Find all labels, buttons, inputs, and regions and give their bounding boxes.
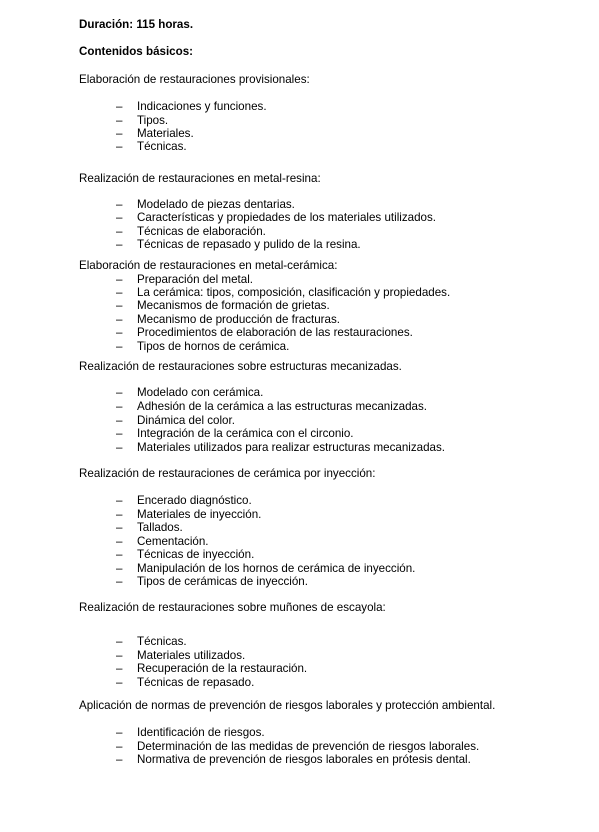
dash-bullet: – xyxy=(116,441,123,454)
dash-bullet: – xyxy=(116,238,123,251)
section-title: Realización de restauraciones de cerámica por inyección: xyxy=(79,467,376,480)
list-item: Tipos. xyxy=(137,114,169,127)
list-item: Dinámica del color. xyxy=(137,414,235,427)
dash-bullet: – xyxy=(116,386,123,399)
dash-bullet: – xyxy=(116,508,123,521)
list-item: Recuperación de la restauración. xyxy=(137,662,308,675)
dash-bullet: – xyxy=(116,198,123,211)
dash-bullet: – xyxy=(116,562,123,575)
list-item: Tipos de cerámicas de inyección. xyxy=(137,575,308,588)
list-item: Preparación del metal. xyxy=(137,273,253,286)
dash-bullet: – xyxy=(116,676,123,689)
dash-bullet: – xyxy=(116,225,123,238)
dash-bullet: – xyxy=(116,521,123,534)
list-item: Modelado con cerámica. xyxy=(137,386,264,399)
dash-bullet: – xyxy=(116,286,123,299)
dash-bullet: – xyxy=(116,340,123,353)
dash-bullet: – xyxy=(116,726,123,739)
dash-bullet: – xyxy=(116,326,123,339)
dash-bullet: – xyxy=(116,548,123,561)
dash-bullet: – xyxy=(116,140,123,153)
list-item: Integración de la cerámica con el circonio. xyxy=(137,427,354,440)
section-title: Aplicación de normas de prevención de riesgos laborales y protección ambiental. xyxy=(79,699,496,712)
dash-bullet: – xyxy=(116,494,123,507)
list-item: Cementación. xyxy=(137,535,209,548)
dash-bullet: – xyxy=(116,299,123,312)
list-item: Técnicas de repasado y pulido de la resina. xyxy=(137,238,361,251)
list-item: Materiales de inyección. xyxy=(137,508,262,521)
dash-bullet: – xyxy=(116,313,123,326)
list-item: Identificación de riesgos. xyxy=(137,726,265,739)
list-item: Procedimientos de elaboración de las restauraciones. xyxy=(137,326,413,339)
contents-title: Contenidos básicos: xyxy=(79,45,194,58)
dash-bullet: – xyxy=(116,753,123,766)
section-title: Realización de restauraciones sobre estructuras mecanizadas. xyxy=(79,360,402,373)
list-item: Técnicas. xyxy=(137,140,187,153)
list-item: Tallados. xyxy=(137,521,183,534)
list-item: Materiales utilizados para realizar estructuras mecanizadas. xyxy=(137,441,446,454)
list-item: Normativa de prevención de riesgos laborales en prótesis dental. xyxy=(137,753,471,766)
duration-heading: Duración: 115 horas. xyxy=(79,18,194,31)
list-item: Manipulación de los hornos de cerámica de inyección. xyxy=(137,562,416,575)
dash-bullet: – xyxy=(116,211,123,224)
list-item: Tipos de hornos de cerámica. xyxy=(137,340,290,353)
dash-bullet: – xyxy=(116,427,123,440)
list-item: Adhesión de la cerámica a las estructuras mecanizadas. xyxy=(137,400,427,413)
list-item: Características y propiedades de los materiales utilizados. xyxy=(137,211,437,224)
list-item: Técnicas. xyxy=(137,635,187,648)
list-item: Técnicas de elaboración. xyxy=(137,225,266,238)
dash-bullet: – xyxy=(116,273,123,286)
list-item: Indicaciones y funciones. xyxy=(137,100,267,113)
dash-bullet: – xyxy=(116,100,123,113)
dash-bullet: – xyxy=(116,575,123,588)
section-title: Realización de restauraciones en metal-resina: xyxy=(79,172,321,185)
dash-bullet: – xyxy=(116,400,123,413)
list-item: Materiales utilizados. xyxy=(137,649,246,662)
list-item: Modelado de piezas dentarias. xyxy=(137,198,295,211)
dash-bullet: – xyxy=(116,740,123,753)
list-item: Encerado diagnóstico. xyxy=(137,494,252,507)
dash-bullet: – xyxy=(116,535,123,548)
dash-bullet: – xyxy=(116,114,123,127)
list-item: Técnicas de inyección. xyxy=(137,548,255,561)
dash-bullet: – xyxy=(116,414,123,427)
list-item: Materiales. xyxy=(137,127,194,140)
dash-bullet: – xyxy=(116,127,123,140)
list-item: Técnicas de repasado. xyxy=(137,676,255,689)
section-title: Realización de restauraciones sobre muñones de escayola: xyxy=(79,601,386,614)
list-item: La cerámica: tipos, composición, clasificación y propiedades. xyxy=(137,286,451,299)
dash-bullet: – xyxy=(116,662,123,675)
dash-bullet: – xyxy=(116,649,123,662)
list-item: Mecanismo de producción de fracturas. xyxy=(137,313,340,326)
list-item: Mecanismos de formación de grietas. xyxy=(137,299,330,312)
list-item: Determinación de las medidas de prevención de riesgos laborales. xyxy=(137,740,480,753)
dash-bullet: – xyxy=(116,635,123,648)
section-title: Elaboración de restauraciones en metal-cerámica: xyxy=(79,259,338,272)
section-title: Elaboración de restauraciones provisionales: xyxy=(79,73,310,86)
